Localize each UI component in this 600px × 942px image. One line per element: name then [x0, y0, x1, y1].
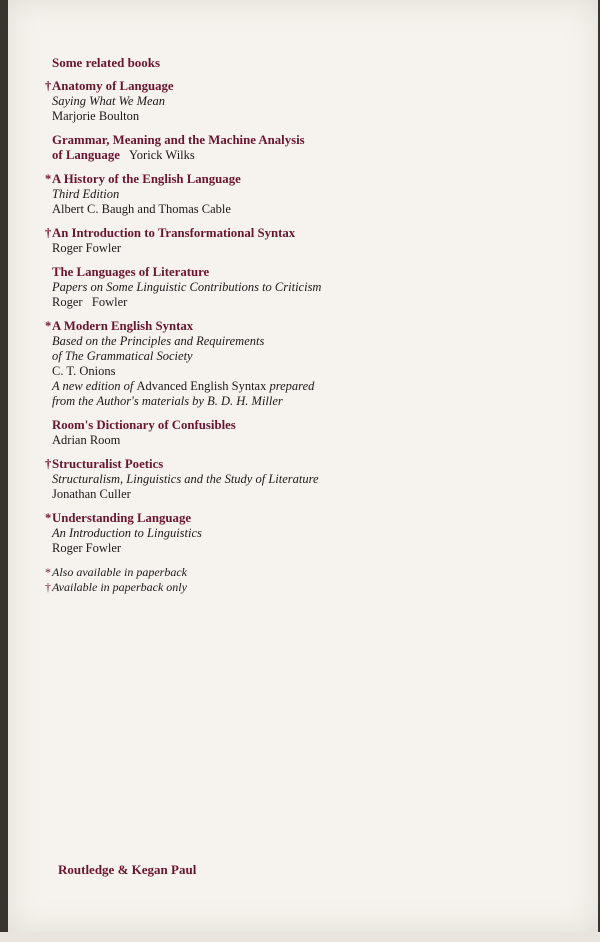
book-subtitle: Papers on Some Linguistic Contributions to Criticism: [52, 280, 322, 294]
book-entry-structuralist: [45, 457, 375, 502]
entry-marker: *: [45, 511, 52, 525]
entry-marker: *: [45, 172, 52, 186]
book-entry-grammar: [45, 133, 375, 163]
book-title: A Modern English Syntax: [52, 319, 194, 333]
book-author: Adrian Room: [52, 433, 121, 447]
footnote-paperback: [45, 565, 375, 580]
book-title: Understanding Language: [52, 511, 192, 525]
edition-note: [52, 379, 375, 394]
entry-marker: *: [45, 319, 52, 333]
footnote-text: Also available in paperback: [52, 565, 187, 579]
book-title: Anatomy of Language: [52, 79, 174, 93]
entry-marker: †: [45, 457, 52, 471]
book-title: Grammar, Meaning and the Machine Analysis: [52, 133, 305, 147]
book-entry-confusibles: [45, 418, 375, 448]
book-author: Yorick Wilks: [129, 148, 195, 162]
book-author: Roger Fowler: [52, 541, 122, 555]
book-subtitle: Structuralism, Linguistics and the Study of Literature: [52, 472, 319, 486]
page-edge: [0, 932, 600, 942]
publisher-name: Routledge & Kegan Paul: [58, 862, 197, 877]
book-title: Room's Dictionary of Confusibles: [52, 418, 236, 432]
book-subtitle-line2: of The Grammatical Society: [52, 349, 193, 363]
note-part-c: prepared: [266, 379, 315, 393]
footnote-marker: †: [45, 580, 51, 594]
book-author: Roger Fowler: [52, 295, 128, 309]
book-author: Jonathan Culler: [52, 487, 131, 501]
footnote-paperback-only: [45, 580, 375, 595]
book-entry-languages-literature: [45, 265, 375, 310]
book-subtitle: Saying What We Mean: [52, 94, 166, 108]
book-entry-history: [45, 172, 375, 217]
note-part-a: A new edition of: [52, 379, 137, 393]
book-author: Albert C. Baugh and Thomas Cable: [52, 202, 231, 216]
entry-marker: †: [45, 226, 52, 240]
book-author: Marjorie Boulton: [52, 109, 140, 123]
book-subtitle: Based on the Principles and Requirements: [52, 334, 265, 348]
footnote-marker: *: [45, 565, 51, 579]
edition-note-line2: from the Author's materials by B. D. H. Miller: [52, 394, 283, 408]
book-title: The Languages of Literature: [52, 265, 210, 279]
book-title-cont: of Language: [52, 148, 120, 162]
book-entry-transformational: [45, 226, 375, 256]
book-title: A History of the English Language: [52, 172, 241, 186]
book-entry-anatomy: [45, 79, 375, 124]
related-books-list: [45, 55, 375, 595]
book-subtitle: An Introduction to Linguistics: [52, 526, 202, 540]
entry-marker: †: [45, 79, 52, 93]
footnotes: [45, 565, 375, 595]
book-title: An Introduction to Transformational Syntax: [52, 226, 296, 240]
book-author: Roger Fowler: [52, 241, 122, 255]
book-title-line2: [52, 148, 375, 163]
book-entry-modern-syntax: [45, 319, 375, 409]
book-entry-understanding: [45, 511, 375, 556]
note-part-b: Advanced English Syntax: [136, 379, 267, 393]
list-heading: Some related books: [52, 55, 161, 70]
book-title: Structuralist Poetics: [52, 457, 164, 471]
footnote-text: Available in paperback only: [52, 580, 187, 594]
book-author: C. T. Onions: [52, 364, 116, 378]
book-subtitle: Third Edition: [52, 187, 120, 201]
